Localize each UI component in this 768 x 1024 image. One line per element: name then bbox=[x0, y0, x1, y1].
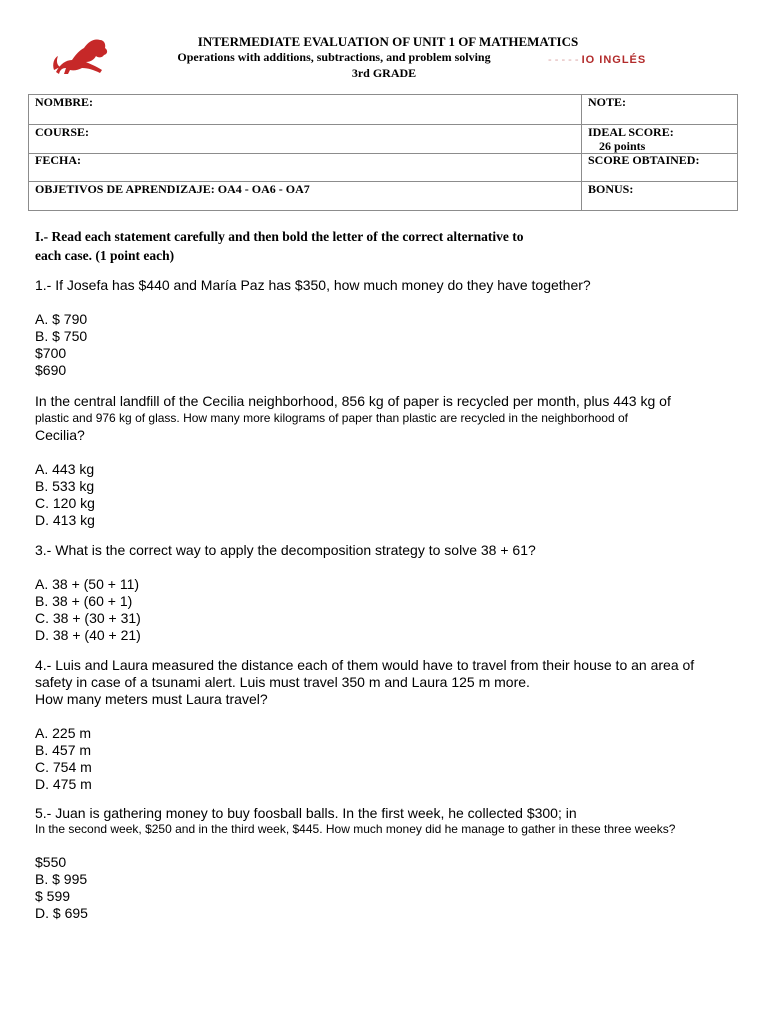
question-stem-line-3: How many meters must Laura travel? bbox=[35, 691, 268, 707]
option-d[interactable]: D. $ 695 bbox=[35, 905, 88, 921]
question-stem-line-1: In the central landfill of the Cecilia neighborhood, 856 kg of paper is recycled per month, plus 443 kg of bbox=[35, 393, 671, 409]
options-list bbox=[35, 311, 740, 379]
ideal-score-points: 26 points bbox=[599, 139, 646, 153]
options-list bbox=[35, 725, 740, 793]
ideal-score-field bbox=[582, 125, 738, 154]
instructions-line-1: I.- Read each statement carefully and then bold the letter of the correct alternative to bbox=[35, 229, 524, 244]
question-2 bbox=[35, 393, 740, 529]
note-field: NOTE: bbox=[582, 95, 738, 125]
page-title: INTERMEDIATE EVALUATION OF UNIT 1 OF MATHEMATICS bbox=[197, 34, 579, 49]
option-b[interactable]: B. $ 995 bbox=[35, 871, 88, 887]
option-a[interactable]: A. $ 790 bbox=[35, 311, 88, 327]
question-3 bbox=[35, 542, 740, 644]
option-b[interactable]: B. 533 kg bbox=[35, 478, 95, 494]
option-a[interactable]: A. 38 + (50 + 11) bbox=[35, 576, 140, 592]
option-d[interactable]: D. 475 m bbox=[35, 776, 92, 792]
school-name: - - - - - IO INGLÉS bbox=[548, 54, 647, 66]
course-field: COURSE: bbox=[29, 125, 582, 154]
student-info-table bbox=[28, 94, 738, 211]
option-d[interactable]: D. 413 kg bbox=[35, 512, 95, 528]
school-name-text: IO INGLÉS bbox=[581, 54, 647, 66]
options-list bbox=[35, 854, 740, 922]
option-c[interactable]: $700 bbox=[35, 345, 67, 361]
question-stem-line-2: In the second week, $250 and in the third week, $445. How much money did he manage to gather in these three weeks? bbox=[35, 822, 676, 836]
question-stem-line-2: safety in case of a tsunami alert. Luis must travel 350 m and Laura 125 m more. bbox=[35, 674, 530, 690]
option-d[interactable]: $690 bbox=[35, 362, 67, 378]
fecha-field: FECHA: bbox=[29, 154, 582, 182]
question-stem-line-3: Cecilia? bbox=[35, 427, 85, 443]
option-d[interactable]: D. 38 + (40 + 21) bbox=[35, 627, 141, 643]
options-list bbox=[35, 461, 740, 529]
question-stem: 1.- If Josefa has $440 and María Paz has $350, how much money do they have together? bbox=[35, 277, 591, 293]
bonus-field: BONUS: bbox=[582, 182, 738, 211]
question-stem-line-2: plastic and 976 kg of glass. How many more kilograms of paper than plastic are recycled in the neighborhood of bbox=[35, 411, 628, 425]
question-stem-line-1: 5.- Juan is gathering money to buy foosball balls. In the first week, he collected $300; in bbox=[35, 805, 577, 821]
question-stem-line-1: 4.- Luis and Laura measured the distance each of them would have to travel from their house to an area of bbox=[35, 657, 695, 673]
question-5 bbox=[35, 805, 740, 922]
objetivos-field: OBJETIVOS DE APRENDIZAJE: OA4 - OA6 - OA7 bbox=[29, 182, 582, 211]
question-stem: 3.- What is the correct way to apply the decomposition strategy to solve 38 + 61? bbox=[35, 542, 536, 558]
section-instructions bbox=[35, 227, 595, 265]
option-c[interactable]: C. 120 kg bbox=[35, 495, 95, 511]
question-4 bbox=[35, 657, 740, 793]
nombre-field: NOMBRE: bbox=[29, 95, 582, 125]
option-a[interactable]: A. 225 m bbox=[35, 725, 92, 741]
option-c[interactable]: C. 754 m bbox=[35, 759, 92, 775]
option-b[interactable]: B. $ 750 bbox=[35, 328, 88, 344]
instructions-line-2: each case. (1 point each) bbox=[35, 248, 175, 263]
ideal-score-label: IDEAL SCORE: bbox=[588, 125, 674, 139]
option-c[interactable]: C. 38 + (30 + 31) bbox=[35, 610, 141, 626]
page-subtitle: Operations with additions, subtractions, and problem solving bbox=[177, 50, 491, 64]
option-a[interactable]: $550 bbox=[35, 854, 67, 870]
option-c[interactable]: $ 599 bbox=[35, 888, 71, 904]
question-1 bbox=[35, 277, 740, 379]
options-list bbox=[35, 576, 740, 644]
score-obtained-field: SCORE OBTAINED: bbox=[582, 154, 738, 182]
option-b[interactable]: B. 457 m bbox=[35, 742, 92, 758]
option-b[interactable]: B. 38 + (60 + 1) bbox=[35, 593, 133, 609]
option-a[interactable]: A. 443 kg bbox=[35, 461, 95, 477]
grade-label: 3rd GRADE bbox=[351, 66, 417, 80]
